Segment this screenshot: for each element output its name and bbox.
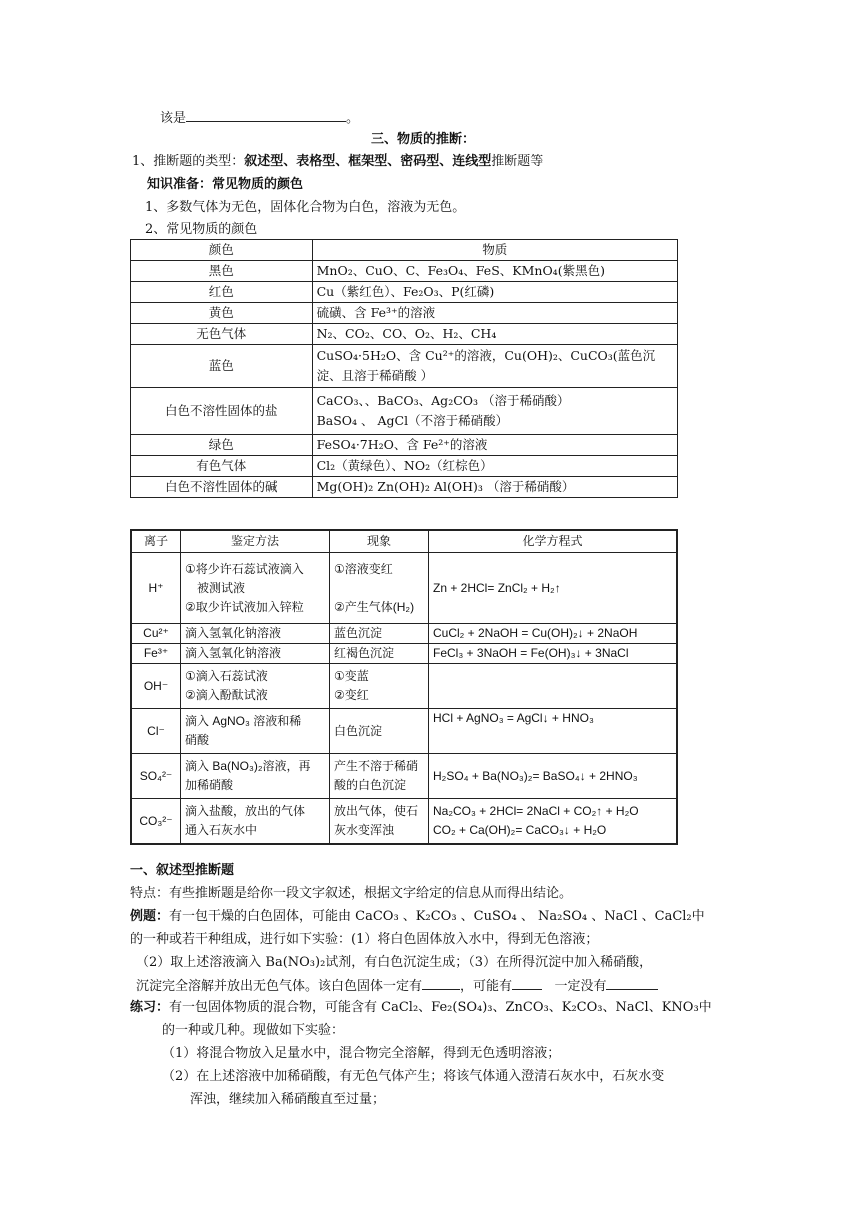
- phenomenon-line: 灰水变浑浊: [334, 823, 395, 837]
- equation-cell: [429, 799, 678, 845]
- answer-blank: [186, 107, 346, 122]
- phenomenon-line: ①溶液变红: [334, 561, 393, 576]
- method-line: 滴入 Ba(NO₃)₂溶液，再: [185, 759, 311, 773]
- types-suffix: 推断题等: [491, 154, 544, 169]
- header-equation: 化学方程式: [429, 530, 678, 553]
- table-header-row: [131, 530, 677, 553]
- equation-cell: FeCl₃ + 3NaOH = Fe(OH)₃↓ + 3NaCl: [429, 644, 678, 664]
- question-types-line: [132, 152, 543, 172]
- ion-cell: Cl⁻: [131, 709, 181, 754]
- equation-cell: H₂SO₄ + Ba(NO₃)₂= BaSO₄↓ + 2HNO₃: [429, 754, 678, 799]
- method-line: 硝酸: [185, 733, 210, 747]
- types-bold: 叙述型、表格型、框架型、密码型、连线型: [244, 154, 492, 169]
- method-line: 通入石灰水中: [185, 823, 258, 837]
- method-line: 被测试液: [197, 580, 246, 595]
- phenomenon-line: 产生不溶于稀硝: [334, 759, 419, 773]
- example-label: 例题：: [130, 909, 170, 924]
- example-text: 一定没有: [554, 979, 607, 994]
- equation-cell: HCl + AgNO₃ = AgCl↓ + HNO₃: [429, 709, 678, 754]
- example-text: 沉淀完全溶解并放出无色气体。该白色固体一定有: [136, 979, 423, 994]
- ion-cell: OH⁻: [131, 664, 181, 709]
- header-phenomenon: 现象: [330, 530, 429, 553]
- example-line-2: 的一种或若干种组成，进行如下实验：(1）将白色固体放入水中，得到无色溶液；: [130, 932, 599, 947]
- method-cell: [181, 709, 330, 754]
- table-row: [131, 282, 678, 303]
- color-cell: 红色: [131, 282, 313, 303]
- method-cell: [181, 799, 330, 845]
- top-line: 该是 。: [160, 107, 359, 129]
- practice-line-5: 浑浊，继续加入稀硝酸直至过量；: [190, 1092, 386, 1107]
- table-row: [131, 754, 677, 799]
- table-row: [131, 644, 677, 664]
- answer-blank[interactable]: [422, 975, 460, 990]
- substance-cell: Cl₂（黄绿色）、NO₂（红棕色）: [312, 456, 677, 477]
- types-prefix: 1、推断题的类型：: [132, 154, 245, 169]
- substance-cell: Mg(OH)₂ Zn(OH)₂ Al(OH)₃ （溶于稀硝酸）: [312, 477, 677, 498]
- ion-cell: SO₄²⁻: [131, 754, 181, 799]
- method-cell: [181, 553, 330, 624]
- substance-cell: MnO₂、CuO、C、Fe₃O₄、FeS、KMnO₄(紫黑色): [312, 261, 677, 282]
- substance-cell: [312, 345, 677, 388]
- table-row: [131, 388, 678, 435]
- color-cell: 无色气体: [131, 324, 313, 345]
- equation-cell: [429, 664, 678, 709]
- example-line-1: [130, 907, 705, 927]
- table-row: [131, 709, 677, 754]
- header-color: 颜色: [131, 240, 313, 261]
- substance-cell: N₂、CO₂、CO、O₂、H₂、CH₄: [312, 324, 677, 345]
- substance-line: CaCO₃、、BaCO₃、Ag₂CO₃ （溶于稀硝酸）: [316, 393, 570, 408]
- phenomenon-line: ②产生气体(H₂): [334, 599, 415, 614]
- equation-line: CO₂ + Ca(OH)₂= CaCO₃↓ + H₂O: [433, 823, 607, 837]
- method-line: ①将少许石蕊试液滴入: [185, 561, 304, 576]
- phenomenon-cell: 蓝色沉淀: [330, 624, 429, 644]
- ion-cell: Cu²⁺: [131, 624, 181, 644]
- fact-2: 2、常见物质的颜色: [145, 222, 258, 237]
- method-cell: 滴入氢氧化钠溶液: [181, 644, 330, 664]
- practice-line-1: [130, 998, 712, 1018]
- practice-line-3: （1）将混合物放入足量水中，混合物完全溶解，得到无色透明溶液；: [162, 1046, 561, 1061]
- substance-cell: 硫磺、含 Fe³⁺的溶液: [312, 303, 677, 324]
- color-table: [130, 239, 678, 498]
- phenomenon-cell: [330, 664, 429, 709]
- phenomenon-cell: 红褐色沉淀: [330, 644, 429, 664]
- substance-cell: FeSO₄·7H₂O、含 Fe²⁺的溶液: [312, 435, 677, 456]
- table-header-row: [131, 240, 678, 261]
- color-cell: 白色不溶性固体的碱: [131, 477, 313, 498]
- practice-text: 有一包固体物质的混合物，可能含有 CaCl₂、Fe₂(SO₄)₃、ZnCO₃、K₂CO₃、NaCl、KNO₃中: [169, 1000, 712, 1015]
- table-row: [131, 345, 678, 388]
- color-cell: 黑色: [131, 261, 313, 282]
- ion-cell: H⁺: [131, 553, 181, 624]
- method-line: ②取少许试液加入锌粒: [185, 599, 304, 614]
- top-line-text: 该是: [160, 111, 187, 126]
- method-line: ②滴入酚酞试液: [185, 688, 268, 702]
- substance-line: 淀、且溶于稀硝酸 ）: [316, 368, 434, 383]
- header-ion: 离子: [131, 530, 181, 553]
- table-row: [131, 624, 677, 644]
- feature-text: 特点：有些推断题是给你一段文字叙述，根据文字给定的信息从而得出结论。: [130, 886, 573, 901]
- part1-title: 一、叙述型推断题: [130, 863, 235, 878]
- equation-line: Na₂CO₃ + 2HCl= 2NaCl + CO₂↑ + H₂O: [433, 804, 639, 818]
- method-cell: [181, 754, 330, 799]
- color-cell: 有色气体: [131, 456, 313, 477]
- color-cell: 黄色: [131, 303, 313, 324]
- substance-line: CuSO₄·5H₂O、含 Cu²⁺的溶液，Cu(OH)₂、CuCO₃(蓝色沉: [316, 348, 656, 363]
- practice-label: 练习：: [130, 1000, 170, 1015]
- substance-cell: [312, 388, 677, 435]
- method-line: 滴入盐酸，放出的气体: [185, 804, 306, 818]
- section-title: 三、物质的推断：: [371, 132, 476, 147]
- phenomenon-line: 酸的白色沉淀: [334, 778, 407, 792]
- phenomenon-cell: [330, 799, 429, 845]
- phenomenon-line: 放出气体，使石: [334, 804, 419, 818]
- ion-cell: Fe³⁺: [131, 644, 181, 664]
- substance-line: BaSO₄ 、 AgCl（不溶于稀硝酸）: [316, 413, 509, 428]
- ion-table: [130, 529, 678, 845]
- phenomenon-line: ①变蓝: [334, 669, 369, 683]
- color-cell: 蓝色: [131, 345, 313, 388]
- method-line: ①滴入石蕊试液: [185, 669, 268, 683]
- example-text: ，可能有: [460, 979, 513, 994]
- equation-cell: CuCl₂ + 2NaOH = Cu(OH)₂↓ + 2NaOH: [429, 624, 678, 644]
- table-row: [131, 477, 678, 498]
- answer-blank[interactable]: [512, 975, 542, 990]
- example-line-3: （2）取上述溶液滴入 Ba(NO₃)₂试剂，有白色沉淀生成；（3）在所得沉淀中加入稀硝酸，: [136, 955, 653, 970]
- table-row: [131, 435, 678, 456]
- header-substance: 物质: [312, 240, 677, 261]
- fact-1: 1、多数气体为无色，固体化合物为白色，溶液为无色。: [145, 200, 466, 215]
- table-row: [131, 553, 677, 624]
- table-row: [131, 303, 678, 324]
- header-method: 鉴定方法: [181, 530, 330, 553]
- color-cell: 白色不溶性固体的盐: [131, 388, 313, 435]
- example-text: 有一包干燥的白色固体，可能由 CaCO₃ 、K₂CO₃ 、CuSO₄ 、 Na₂SO₄ 、NaCl 、CaCl₂中: [169, 909, 705, 924]
- practice-line-4: （2）在上述溶液中加稀硝酸，有无色气体产生；将该气体通入澄清石灰水中，石灰水变: [162, 1069, 665, 1084]
- method-cell: [181, 664, 330, 709]
- answer-blank[interactable]: [606, 975, 658, 990]
- table-row: [131, 261, 678, 282]
- equation-cell: Zn + 2HCl= ZnCl₂ + H₂↑: [429, 553, 678, 624]
- method-line: 加稀硝酸: [185, 778, 234, 792]
- phenomenon-line: ②变红: [334, 688, 369, 702]
- ion-cell: CO₃²⁻: [131, 799, 181, 845]
- table-row: [131, 664, 677, 709]
- practice-line-2: 的一种或几种。现做如下实验：: [162, 1023, 345, 1038]
- table-row: [131, 799, 677, 845]
- table-row: [131, 456, 678, 477]
- method-line: 滴入 AgNO₃ 溶液和稀: [185, 714, 302, 728]
- color-cell: 绿色: [131, 435, 313, 456]
- example-line-4: [136, 975, 658, 997]
- phenomenon-cell: 白色沉淀: [330, 709, 429, 754]
- method-cell: 滴入氢氧化钠溶液: [181, 624, 330, 644]
- knowledge-title: 知识准备：常见物质的颜色: [147, 177, 304, 192]
- substance-cell: Cu（紫红色）、Fe₂O₃、P(红磷): [312, 282, 677, 303]
- phenomenon-cell: [330, 754, 429, 799]
- phenomenon-cell: [330, 553, 429, 624]
- table-row: [131, 324, 678, 345]
